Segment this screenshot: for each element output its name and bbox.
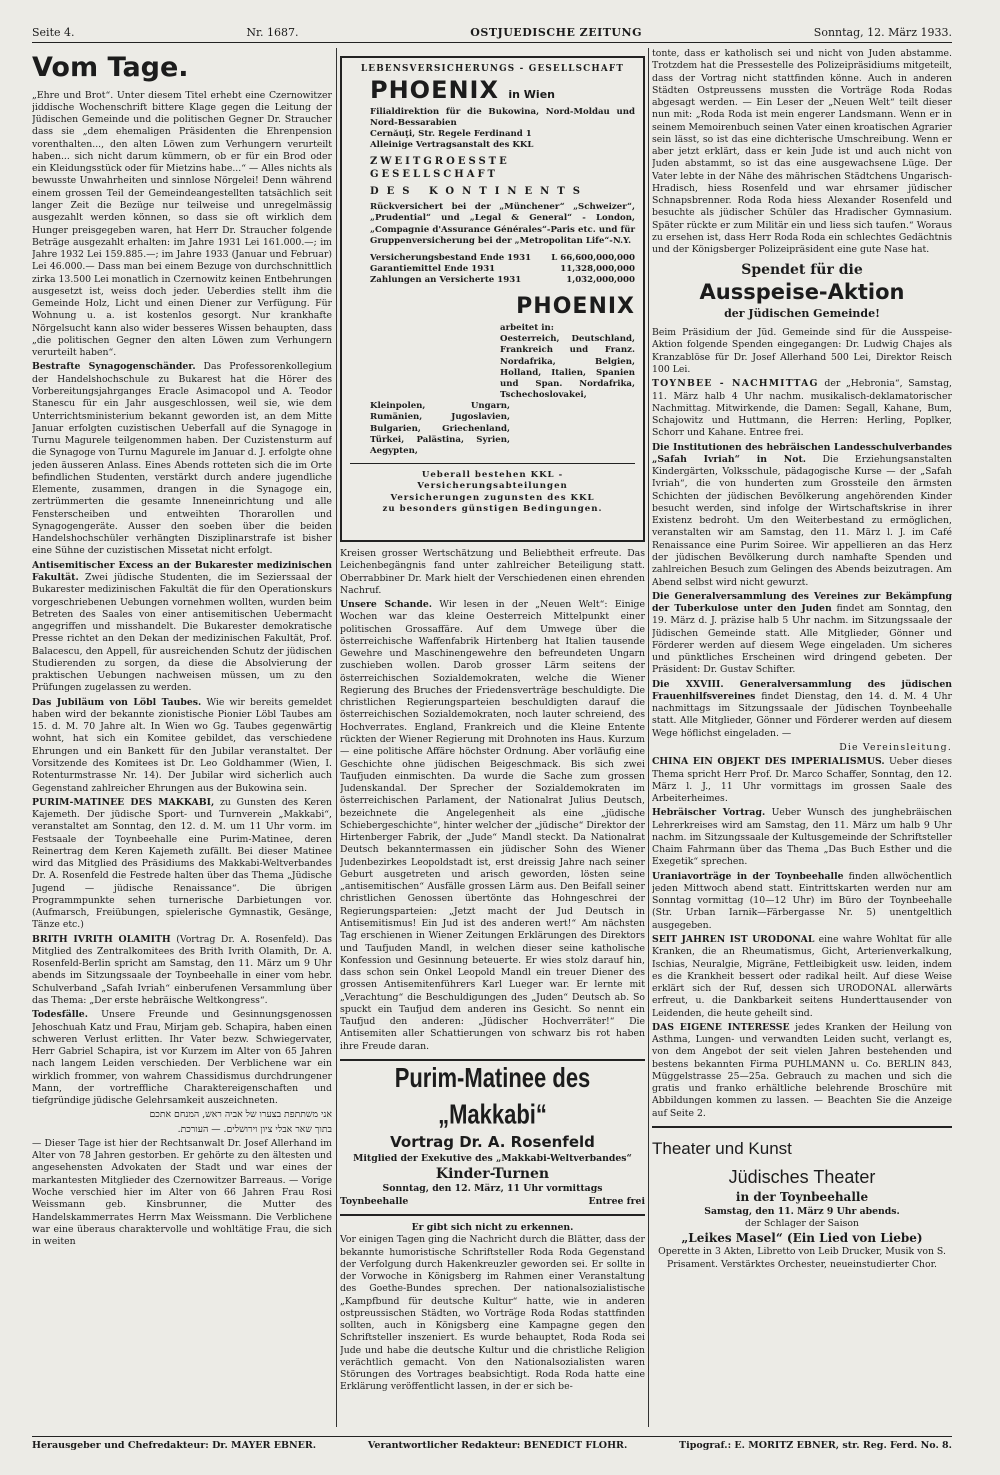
headline: Hebräischer Vortrag.	[652, 807, 766, 819]
footer-publisher: Herausgeber und Chefredakteur: Dr. MAYER EBNER.	[32, 1440, 317, 1451]
ad-zweit2: DES KONTINENTS	[370, 186, 588, 198]
footer-editor: Verantwortlicher Redakteur: BENEDICT FLOHR.	[367, 1440, 628, 1451]
column-middle	[340, 48, 645, 1425]
article-urania	[652, 871, 952, 932]
ad-countries	[500, 323, 635, 401]
ad-rule	[350, 463, 635, 464]
article-text: findet Dienstag, den 14. d. M. 4 Uhr nachmittags im Sitzungssaale der Jüdischen Toynbeehalle statt. Alle Mitglieder, Gönner und Förderer werden auf diesem Wege höflichst eingeladen. —	[652, 690, 952, 739]
article-toynbee	[652, 378, 952, 439]
article-text: Wie wir bereits gemeldet haben wird der bekannte zionistische Pionier Löbl Taubes am 15. d. M. 70 Jahre alt. In Wien wo Gg. Taubes gegenwärtig wohnt, hat sich ein Komitee gebildet, das verschiedene Ehrungen und ein Bankett für den Jubilar veranstaltet. Der Vorsitzende des Komitees ist Dr. Leo Goldhammer (Wien, I. Rotenturmstrasse Nr. 14). Der Jubilar wird sicherlich auch Gegenstand zahlreicher Ehrungen aus der Bukowina sein.	[32, 696, 332, 794]
article-unsere-schande	[340, 599, 645, 1053]
appeal-title: Ausspeise-Aktion	[699, 279, 905, 304]
column-divider	[336, 48, 337, 1427]
brand-name: PHOENIX	[370, 76, 499, 105]
makkabi-ad-entree: Entree frei	[588, 1195, 645, 1207]
article-china	[652, 756, 952, 805]
ad-footer-line: zu besonders günstigen Bedingungen.	[382, 503, 603, 514]
article-text: finden allwöchentlich jeden Mittwoch abend statt. Eintrittskarten werden nur am Sonntag vormittag (10—12 Uhr) im Büro der Toynbeehalle (Str. Urban Iarnik—Färbergasse Nr. 5) unentgeltlich ausgegeben.	[652, 870, 952, 931]
ad-filiale: Filialdirektion für die Bukowina, Nord-Moldau und Nord-Bessarabien	[370, 106, 635, 128]
ad-countries-1: Oesterreich, Deutschland, Frankreich und Franz. Nordafrika, Belgien, Holland, Italien, Spanien und Span. Nordafrika, Tschechoslovakei,	[500, 334, 635, 401]
separator	[340, 1214, 645, 1216]
makkabi-ad-title: Purim-Matinee des „Makkabi“	[394, 1062, 591, 1130]
column-right	[652, 48, 952, 1425]
ad-tagline: LEBENSVERSICHERUNGS - GESELLSCHAFT	[360, 64, 625, 74]
article-text: eine wahre Wohltat für alle Kranken, die an Rheumatismus, Gicht, Arterienverkalkung, Ischias, Neuralgie, Migräne, Fettleibigkeit usw. leiden, indem es die Krankheit bessert oder radikal heilt. Auf diese Weise erklärt sich der Ruf, dessen sich URODONAL allerwärts erfreut, u. die Dankbarkeit seitens Hunderttausender von Leidenden, die heute geheilt sind.	[652, 933, 952, 1019]
theater-date: Samstag, den 11. März 9 Uhr abends.	[704, 1205, 900, 1217]
article-text: Zwei jüdische Studenten, die im Sezierssaal der Bukarester medizinischen Fakultät die für den Operationskurs vorgeschriebenen Uebungen vornehmen wollten, wurden beim Betreten des Saales von einer antisemitischen Uebermacht angegriffen und misshandelt. Die Bukarester demokratische Presse richtet an den Dekan der medizinischen Fakultät, Prof. Balacescu, den Appell, für ausreichenden Schutz der jüdischen Studierenden zu sorgen, da diese die Absolvierung der praktischen Uebungen nachweisen müssen, um zu den Prüfungen zugelassen zu werden.	[32, 571, 332, 694]
article-obituary: — Dieser Tage ist hier der Rechtsanwalt Dr. Josef Allerhand im Alter von 78 Jahren gestorben. Er gehörte zu den ältesten und angesehensten Advokaten der Stadt und war eines der markantesten Mitglieder des Czernowitzer Barreaus. — Vorige Woche verschied hier im Alter von 66 Jahren Frau Rosi Weissmann geb. Kinsbrunner, die Mutter des Handelskammerrates Herrn Max Weissmann. Die Verblichene war eine überaus charaktervolle und wohltätige Frau, die sich in weiten	[32, 1137, 332, 1248]
phoenix-advertisement	[340, 56, 645, 542]
article-continuation: Kreisen grosser Wertschätzung und Beliebtheit erfreute. Das Leichenbegängnis fand unter zahlreicher Beteiligung statt. Oberrabbiner Dr. Mark hielt der Verschiedenen einen ehrenden Nachruf.	[340, 548, 645, 596]
ad-zweit1: ZWEITGROESSTE GESELLSCHAFT	[370, 156, 510, 181]
makkabi-ad-kinderturnen: Kinder-Turnen	[435, 1166, 550, 1183]
article-text: zu Gunsten des Keren Kajemeth. Der jüdische Sport- und Turnverein „Makkabi“, veranstaltet am Sonntag, den 12. d. M. um 11 Uhr vorm. im Festsaale der Toynbeehalle eine Purim-Matinee, deren Reinertrag dem Keren Kajemeth zufällt. Bei dieser Matinee wird das Mitglied des Präsidiums des Makkabi-Weltverbandes Dr. A. Rosenfeld die Festrede halten über das Thema „Jüdische Jugend — jüdische Renaissance“. Die übrigen Programmpunkte sehen turnerische Darbietungen vor. (Aufmarsch, Freiübungen, spielerische Gymnastik, Gesänge, Tänze etc.)	[32, 796, 332, 931]
figure-value: 1,032,000,000	[566, 275, 635, 286]
issue-number: Nr. 1687.	[246, 25, 299, 39]
article-urodonal	[652, 934, 952, 1020]
appeal-subtitle: der Jüdischen Gemeinde!	[724, 306, 880, 320]
makkabi-ad-subtitle: Mitglied der Exekutive des „Makkabi-Weltverbandes“	[353, 1152, 632, 1164]
figure-label: Garantiemittel Ende 1931	[370, 264, 496, 275]
page-footer	[32, 1436, 952, 1451]
article-text: Das Professorenkollegium der Handelshochschule zu Bukarest hat die Hörer des Vorbereitungsjahrganges Eracle Asimacopol und A. Teodor Stanescu für ein Jahr ausgeschlossen, weil sie, wie dem Unterrichtsministerium bekannt geworden ist, an dem Mitte Januar erfolgten cuzistischen Ueberfall auf die Synagoge in Turnu Magurele teilgenommen haben. Der Cuzistensturm auf die Synagoge von Turnu Magurele im Januar d. J. erfolgte ohne jeden äusseren Anlass. Eines Abends rotteten sich die im Orte befindlichen Studenten, verstärkt durch andere jugendliche Elemente, zusammen, drangen in die Synagoge ein, zertrümmerten die gesamte Inneneinrichtung und alle Fensterscheiben und entweihten Thorarollen und Synagogengeräte. Ausser den soeben über die beiden Handelshochschüler verhängten Disziplinarstrafe ist bisher eine Sühne der cuzistischen Missetat nicht erfolgt.	[32, 361, 332, 557]
headline: Die Institutionen des hebräischen Landesschulverbandes „Safah Ivriah“ in Not.	[652, 441, 952, 465]
article-purim-matinee	[32, 797, 332, 932]
makkabi-ad-vortrag: Vortrag Dr. A. Rosenfeld	[390, 1132, 595, 1151]
page-number: Seite 4.	[32, 25, 75, 39]
ad-address: Cernăuţi, Str. Regele Ferdinand 1	[370, 128, 532, 139]
issue-date: Sonntag, 12. März 1933.	[813, 25, 952, 39]
makkabi-ad-location-row	[340, 1196, 645, 1208]
headline: Das Jubiläum von Löbl Taubes.	[32, 696, 202, 708]
article-ehre-und-brot: „Ehre und Brot“. Unter diesem Titel erhebt eine Czernowitzer jiddische Wochenschrift bittere Klage gegen die Leitung der Jüdischen Gemeinde und die politischen Gegner Dr. Straucher dass sie „dem ehemaligen Präsidenten die Ehrenpension vorenthalten..., den alten Löwen zum Verhungern verurteilt haben... sich nicht darum kümmern, ob er für ein Brod oder ein Kleidungsstück oder für Mietzins habe...“ — Alles nichts als bewusste Unwahrheiten und sinnlose Nörgelei! Denn während einem grossen Teil der Gemeindeangestellten tatsächlich seit langer Zeit die Bezüge nur teilweise und unregelmässig ausgezahlt werden können, so dass sie oft wirklich dem Hunger preisgegeben waren, hat Herr Dr. Straucher folgende Beträge ausgezahlt erhalten: im Jahre 1931 Lei 161.000.—; im Jahre 1932 Lei 159.885.—; im Jahre 1933 (Januar und Februar) Lei 46.000.— Dass man bei einem Bezuge von durchschnittlich zirka 13.500 Lei monatlich in Czernowitz keinen Entbehrungen ausgesetzt ist, weiss doch jeder. Ueberdies stellt ihm die Gemeinde Holz, Licht und einen Diener zur Verfügung. Für Wohnung u. a. ist kostenlos gesorgt. Nur krankhafte Nörgelsucht kann also wider besseres Wissen behaupten, dass „die politischen Gegner den alten Löwen zum Verhungern verurteilt haben“.	[32, 89, 332, 359]
makkabi-ad-date: Sonntag, den 12. März, 11 Uhr vormittags	[382, 1183, 603, 1195]
theater-name: Jüdisches Theater	[728, 1167, 876, 1188]
headline: Er gibt sich nicht zu erkennen.	[411, 1222, 574, 1234]
article-jubilaeum	[32, 697, 332, 795]
column-left	[32, 48, 332, 1425]
article-roda-roda-continued: tonte, dass er katholisch sei und nicht von Juden abstamme. Trotzdem hat die Pressestelle des Polizeipräsidiums mitgeteilt, dass der Vortrag nicht stattfinden könne. Auch in anderen Städten Ostpreussens mussten die Vorträge Roda Rodas abgesagt werden. — Ein Leser der „Neuen Welt“ teilt dieser nun mit: „Roda Roda ist mein engerer Landsmann. Wenn er in seinem Memoirenbuch seinen Vater einen kroatischen Agrarier sein lässt, so ist das eine dichterische Umschreibung. Wenn er aber jetzt erklärt, dass er kein Jude ist und auch nicht von Juden abstammt, so ist das eine ausgewachsene Lüge. Der Vater lebte in der Nähe des mährischen Städtchens Ungarisch-Hradisch, hiess Rosenfeld und war ehrsamer jüdischer Schnapsbrenner. Roda Roda hiess Alexander Rosenfeld und besuchte als jüdischer Schüler das Hradischer Gymnasium. Später rückte er zum Militär ein und liess sich taufen.“ Woraus zu ersehen ist, dass Herr Roda Roda ein schlechtes Gedächtnis und der Königsberger Polizeipräsident eine gute Nase hat.	[652, 48, 952, 256]
theater-play-title: „Leikes Masel“ (Ein Lied von Liebe)	[681, 1230, 923, 1245]
headline: Bestrafte Synagogenschänder.	[32, 361, 196, 373]
article-spenden: Beim Präsidium der Jüd. Gemeinde sind für die Ausspeise-Aktion folgende Spenden eingegangen: Dr. Ludwig Chajes als Kranzablöse für Dr. Josef Allerhand 500 Lei, Direktor Reisch 100 Lei.	[652, 327, 952, 376]
theater-venue: in der Toynbeehalle	[735, 1190, 869, 1205]
article-text: Unsere Freunde und Gesinnungsgenossen Jehoschuah Katz und Frau, Mirjam geb. Schapira, haben einen schweren Verlust erlitten. Ihr Vater bezw. Schwiegervater, Herr Gabriel Schapira, ist vor Kurzem im Alter von 65 Jahren nach langem Leiden verschieden. Der Verblichene war ein wirklich frommer, von wahrem Chassidismus durchdrungener Mann, der vortreffliche Charaktereigenschaften und tiefgründige jüdische Gelehrsamkeit auszeichneten.	[32, 1009, 332, 1107]
article-puhlmann	[652, 1022, 952, 1120]
headline: Antisemitischer Excess an der Bukarester medizinischen Fakultät.	[32, 559, 332, 583]
ad-figures	[370, 253, 635, 287]
theater-section-title: Theater und Kunst	[652, 1138, 792, 1158]
headline: DAS EIGENE INTERESSE	[652, 1021, 790, 1033]
figure-value: 11,328,000,000	[560, 264, 635, 275]
ad-footer-line: Versicherungen zugunsten des KKL	[390, 492, 595, 503]
signature: Die Vereinsleitung.	[839, 741, 952, 753]
appeal-line: Spendet für die	[741, 261, 863, 278]
phoenix-logo-secondary: PHOENIX	[516, 293, 635, 319]
headline: PURIM-MATINEE DES MAKKABI,	[32, 796, 215, 808]
headline: Unsere Schande.	[340, 599, 433, 611]
figure-value: L 66,600,000,000	[551, 252, 635, 263]
hebrew-line: בתוך שאר אבלי ציון וירושלים. — העורכת.	[177, 1123, 332, 1135]
article-synagogenschaender	[32, 361, 332, 557]
article-safah-ivriah	[652, 442, 952, 589]
headline: Die XXVIII. Generalversammlung des jüdischen Frauenhilfsvereines	[652, 678, 952, 702]
section-title: Vom Tage.	[32, 52, 189, 83]
hebrew-line: אני משתתפת בצערו של אביה ראש, המנחם אתכם	[149, 1109, 332, 1121]
headline: Die Generalversammlung des Vereines zur Bekämpfung der Tuberkulose unter den Juden	[652, 590, 952, 615]
ad-kkl: Alleinige Vertragsanstalt des KKL	[370, 140, 534, 151]
article-todesfaelle	[32, 1009, 332, 1107]
article-text: findet am Sonntag, den 19. März d. J. präzise halb 5 Uhr nachm. im Sitzungssaale der Jüdischen Gemeinde statt. Alle Mitglieder, Gönner und Förderer werden auf diesem Wege eingeladen. Um sicheres und pünktliches Erscheinen wird dringend gebeten. Der Präsident: Dr. Gustav Schifter.	[652, 603, 952, 676]
article-text: (Vortrag Dr. A. Rosenfeld). Das Mitglied des Zentralkomitees des Brith Ivrith Olamith, Dr. A. Rosenfeld-Berlin spricht am Samstag, den 11. März um 9 Uhr abends im Sitzungssaale der Toynbeehalle in einer vom hebr. Schulverband „Safah Ivriah“ einberufenen Versammlung über das Thema: „Der erste hebräische Weltkongress“.	[32, 933, 332, 1007]
article-text: Die Erziehungsanstalten Kindergärten, Volksschule, pädagogische Kurse — der „Safah Ivriah“, die von hunderten zum Grossteile den ärmsten Schichten der jüdischen Bevölkerung angehörenden Kinder besucht werden, sind infolge der Wirtschaftskrise in ihrer Existenz bedroht. Um den Weiterbestand zu ermöglichen, veranstalten wir am Samstag, den 11. März l. J. im Café Renaissance eine Purim Soiree. Wir appellieren an das Herz der jüdischen Bevölkerung durch namhafte Spenden und zahlreichen Besuch zum Gelingen des Abends beizutragen. Am Abend selbst wird nicht gewurzt.	[652, 453, 952, 588]
phoenix-logo	[370, 76, 555, 104]
headline: CHINA EIN OBJEKT DES IMPERIALISMUS.	[652, 756, 885, 768]
ad-reinsurance: Rückversichert bei der „Münchener“ „Schweizer“, „Prudential“ und „Legal & General“ - London, „Compagnie d'Assurance Générales“-Paris etc. und für Gruppenversicherung bei der „Metropolitan Life“-N.Y.	[370, 202, 635, 246]
article-brith-ivrith	[32, 934, 332, 1008]
article-text: Wir lesen in der „Neuen Welt“: Einige Wochen war das kleine Oesterreich Mittelpunkt einer politischen Grossaffäre. Auf dem Umwege über die österreichische Waffenfabrik Hirtenberg hat Italien tausende Gewehre und Maschinengewehre den befreundeten Ungarn zuschieben wollen. Darob grosser Lärm seitens der österreichischen Sozialdemokraten, welche die Wiener Regierung des Bruches der Friedensverträge beschuldigte. Die christlichen Regierungsparteien beschuldigten darauf die österreichischen Sozialdemokraten, noch lauter schreiend, des Hochverrates. England, Frankreich und die Kleine Entente rückten der Wiener Regierung mit Drohnoten ins Haus. Kurzum — eine politische Affäre höchster Ordnung. Aber vorläufig eine Geschichte ohne jüdischen Beigeschmack. Bis sich zwei Taufjuden einmischten. Da wurde die Sache zum grossen Judenskandal. Der Sprecher der Sozialdemokraten im österreichischen Parlament, der Nationalrat Julius Deutsch, bezeichnete die Angelegenheit als eine „jüdische Schiebergeschichte“, hinter welcher der „jüdische“ Direktor der Hirtenberger Fabrik, der „Jude“ Mandl steckt. Da Nationalrat Deutsch bekanntermassen ein jüdischer Sohn des Wiener Judenbezirkes Leopoldstadt ist, erst dreissig Jahre nach seiner Geburt ausgetreten und arisch geworden, lösten seine „antisemitischen“ Ausfälle grossen Lärm aus. Den Beifall seiner christlichen Genossen übertönte das Hohngeschrei der Regierungsparteien: „Jetzt macht der Jud Deutsch in Antisemitismus! Ein Jud ist des anderen wert!“ Am nächsten Tag erschienen in Wiener Zeitungen Erklärungen des Direktors und Taufjuden Mandl, in welchen dieser seine katholische Konfession und Gesinnung beteuerte. Er wies stolz darauf hin, dass schon sein Onkel Leopold Mandl ein treuer Diener des grossen Antisemitenführers Karl Lueger war. Er lernte mit „Verachtung“ die Beschuldigungen des „Juden“ Deutsch ab. So spuckt ein Taufjud dem anderen ins Gesicht. So nennt ein Taufjud den anderen: „Jüdischer Hochverräter!“ Die Antisemiten aller Schattierungen von schwarz bis rot haben ihre Freude daran.	[340, 599, 645, 1052]
article-text: Ueber dieses Thema spricht Herr Prof. Dr. Marco Schaffer, Sonntag, den 12. März l. J., 11 Uhr vormittags im grossen Saale des Arbeiterheimes.	[652, 756, 952, 805]
article-frauenhilfsverein	[652, 679, 952, 740]
article-text: der „Hebronia“, Samstag, 11. März halb 4 Uhr nachm. musikalisch-deklamatorischer Nachmittag. Mitwirkende, die Damen: Segall, Kahane, Bum, Schajowitz und Huttmann, die Herren: Herling, Poplker, Schorr und Kahane. Entree frei.	[652, 378, 952, 439]
headline: TOYNBEE - NACHMITTAG	[652, 378, 819, 390]
headline: Uraniavorträge in der Toynbeehalle	[652, 870, 844, 882]
ad-arbeitet: arbeitet in:	[500, 323, 554, 334]
figure-label: Zahlungen an Versicherte 1931	[370, 275, 522, 286]
headline: Todesfälle.	[32, 1009, 88, 1021]
headline: BRITH IVRITH OLAMITH	[32, 933, 171, 945]
article-text: jedes Kranken der Heilung von Asthma, Lungen- und verwandten Leiden sucht, verlangt es, von dem Angebot der seit vielen Jahren bestehenden und bestens bekannten Firma PUHLMANN u. Co. BERLIN 843, Müggelstrasse 25—25a. Gebrauch zu machen und sich die gratis und franko erhältliche belehrende Broschüre mit Abbildungen kommen zu lassen. — Beachten Sie die Anzeige auf Seite 2.	[652, 1021, 952, 1119]
theater-credits: Operette in 3 Akten, Libretto von Leib Drucker, Musik von S. Prisament. Verstärktes Orchester, neueinstudierter Chor.	[658, 1246, 946, 1270]
headline: SEIT JAHREN IST URODONAL	[652, 933, 815, 945]
ad-footer-line: Ueberall bestehen KKL - Versicherungsabteilungen	[417, 470, 568, 492]
makkabi-ad-location: Toynbeehalle	[340, 1195, 409, 1207]
article-antisemitischer-excess	[32, 560, 332, 695]
ad-countries-2: Kleinpolen, Ungarn, Rumänien, Jugoslavien, Bulgarien, Griechenland, Türkei, Palästina, Syrien, Aegypten,	[370, 401, 510, 456]
footer-printer: Tipograf.: E. MORITZ EBNER, str. Reg. Ferd. No. 8.	[679, 1440, 952, 1451]
article-roda-roda: Vor einigen Tagen ging die Nachricht durch die Blätter, dass der bekannte humoristische Schriftsteller Roda Roda Gegenstand der Verfolgung durch Hakenkreuzler geworden sei. Er sollte in der Vorwoche in Königsberg im Rahmen einer Veranstaltung des Goethe-Bundes sprechen. Der nationalsozialistische „Kampfbund für deutsche Kultur“ hatte, wie in anderen ostpreussischen Städten, wo Vorträge Roda Rodas stattfinden sollten, auch in Königsberg eine Kampagne gegen den Schriftsteller inszeniert. Es wurde behauptet, Roda Roda sei Jude und habe die deutsche Kultur und die christliche Religion verächtlich gemacht. Von den Nationalsozialisten waren Störungen des Vortrages beabsichtigt. Roda Roda hatte eine Erklärung veröffentlicht lassen, in der er sich be-	[340, 1234, 645, 1393]
article-text: Ueber Wunsch des junghebräischen Lehrerkreises wird am Samstag, den 11. März um halb 9 Uhr nachm. im Sitzungssaale der Kultusgemeinde der Schriftsteller Chaim Fahrmann über das Thema „Das Buch Esther und die Exegetik“ sprechen.	[652, 807, 952, 868]
column-divider	[648, 48, 649, 1427]
newspaper-title: OSTJUEDISCHE ZEITUNG	[470, 25, 642, 39]
separator	[652, 1126, 952, 1128]
brand-city: in Wien	[508, 88, 555, 102]
article-hebraeischer-vortrag	[652, 807, 952, 868]
figure-label: Versicherungsbestand Ende 1931	[370, 252, 532, 263]
page-header	[32, 22, 952, 43]
theater-tagline: der Schlager der Saison	[745, 1218, 859, 1230]
article-tuberkulose	[652, 591, 952, 677]
